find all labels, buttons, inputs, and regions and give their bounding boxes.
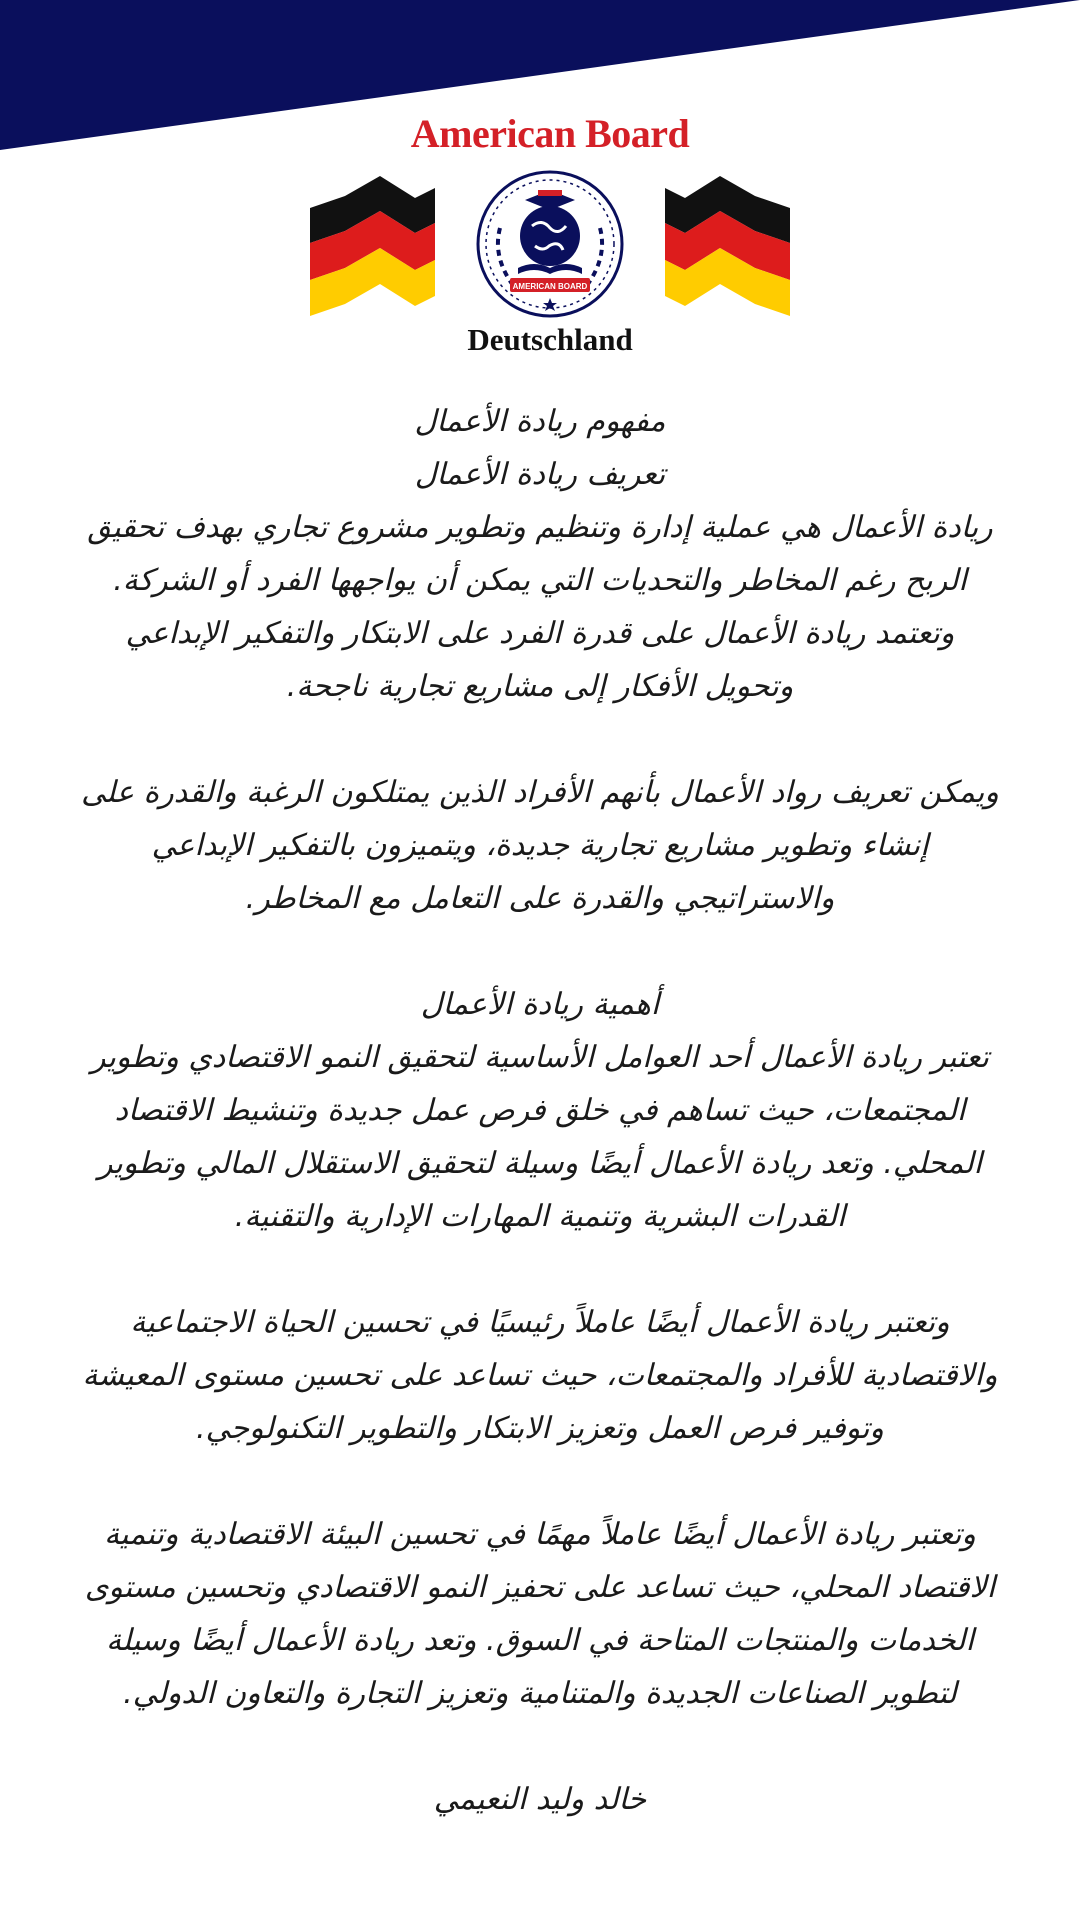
seal-icon: [470, 168, 630, 320]
paragraph-spacer: [80, 925, 1000, 978]
importance-paragraph-3: وتعتبر ريادة الأعمال أيضًا عاملاً مهمًا في تحسين البيئة الاقتصادية وتنمية الاقتصاد المحلي، حيث تساعد على تحفيز النمو الاقتصادي وتحسين مستوى الخدمات والمنتجات المتاحة في السوق. وتعد ريادة الأعمال أيضًا وسيلة لتطوير الصناعات الجديدة والمتنامية وتعزيز التجارة والتعاون الدولي.: [84, 1517, 996, 1711]
article-body: [80, 395, 1000, 1826]
section-title-definition: تعريف ريادة الأعمال: [414, 457, 666, 492]
german-flag-wave-emblem: [310, 168, 790, 320]
logo-title: American Board: [410, 111, 690, 156]
importance-paragraph-2: وتعتبر ريادة الأعمال أيضًا عاملاً رئيسيًا في تحسين الحياة الاجتماعية والاقتصادية للأفراد والمجتمعات، حيث تساعد على تحسين مستوى المعيشة وتوفير فرص العمل وتعزيز الابتكار والتطوير التكنولوجي.: [82, 1305, 998, 1446]
paragraph-spacer: [80, 1455, 1000, 1508]
definition-paragraph-2: ويمكن تعريف رواد الأعمال بأنهم الأفراد الذين يمتلكون الرغبة والقدرة على إنشاء وتطوير مشاريع تجارية جديدة، ويتميزون بالتفكير الإبداعي والاستراتيجي والقدرة على التعامل مع المخاطر.: [81, 775, 999, 916]
left-flag-wave: [310, 176, 435, 316]
seal-ribbon-text: AMERICAN BOARD: [512, 282, 588, 291]
importance-paragraph-1: تعتبر ريادة الأعمال أحد العوامل الأساسية لتحقيق النمو الاقتصادي وتطوير المجتمعات، حيث تساهم في خلق فرص عمل جديدة وتنشيط الاقتصاد المحلي. وتعد ريادة الأعمال أيضًا وسيلة لتحقيق الاستقلال المالي وتطوير القدرات البشرية وتنمية المهارات الإدارية والتقنية.: [90, 1040, 990, 1234]
right-flag-wave: [665, 176, 790, 316]
author-signature: خالد وليد النعيمي: [433, 1782, 647, 1817]
paragraph-spacer: [80, 1720, 1000, 1773]
article-heading: مفهوم ريادة الأعمال: [414, 404, 666, 439]
paragraph-spacer: [80, 1243, 1000, 1296]
logo-subtitle: Deutschland: [467, 322, 633, 357]
paragraph-spacer: [80, 713, 1000, 766]
definition-paragraph-1: ريادة الأعمال هي عملية إدارة وتنظيم وتطوير مشروع تجاري بهدف تحقيق الربح رغم المخاطر والتحديات التي يمكن أن يواجهها الفرد أو الشركة. وتعتمد ريادة الأعمال على قدرة الفرد على الابتكار والتفكير الإبداعي وتحويل الأفكار إلى مشاريع تجارية ناجحة.: [87, 510, 993, 704]
section-title-importance: أهمية ريادة الأعمال: [420, 987, 660, 1022]
american-board-logo: [310, 110, 790, 360]
